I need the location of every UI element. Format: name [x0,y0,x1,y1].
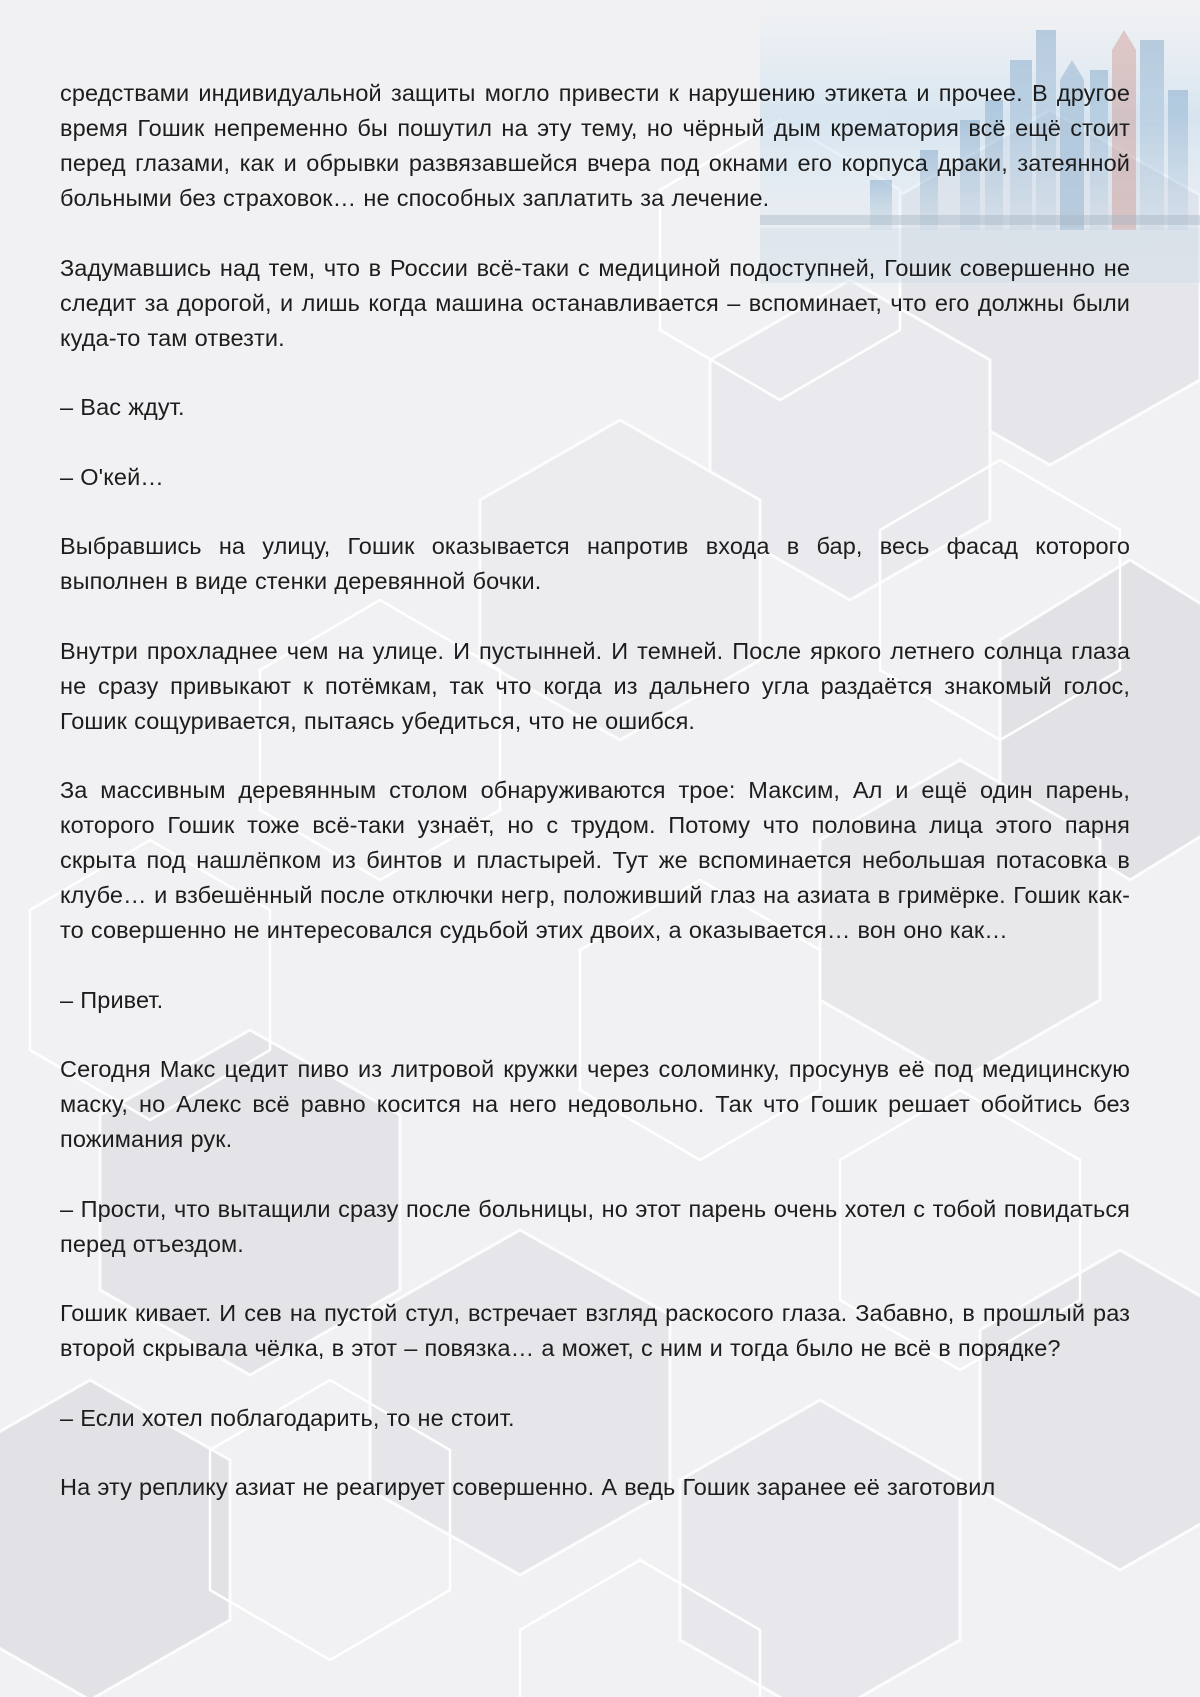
dialogue-line: – Привет. [60,986,164,1013]
paragraph: На эту реплику азиат не реагирует совершенно. А ведь Гошик заранее её заготовил [60,1474,996,1500]
dialogue-line: – Если хотел поблагодарить, то не стоит. [60,1404,515,1431]
dialogue-line: – Вас ждут. [60,394,185,420]
document-page [60,76,1130,1505]
dialogue-line: – Прости, что вытащили сразу после больницы, но этот парень очень хотел с тобой повидаться перед отъездом. [60,1195,1130,1257]
paragraph: Сегодня Макс цедит пиво из литровой кружки через соломинку, просунув её под медицинскую маску, но Алекс всё равно косится на него недовольно. Так что Гошик решает обойтись без пожимания рук. [60,1056,1130,1152]
paragraph: Гошик кивает. И сев на пустой стул, встречает взгляд раскосого глаза. Забавно, в прошлый раз второй скрывала чёлка, в этот – повязка… а может, с ним и тогда было не всё в порядке? [60,1300,1130,1361]
paragraph: Задумавшись над тем, что в России всё-таки с медициной подоступней, Гошик совершенно не следит за дорогой, и лишь когда машина останавливается – вспоминает, что его должны были куда-то там отвезти. [60,254,1130,351]
paragraph: За массивным деревянным столом обнаруживаются трое: Максим, Ал и ещё один парень, которого Гошик тоже всё-таки узнаёт, но с трудом. Потому что половина лица этого парня скрыта под нашлёпком из бинтов и пластырей. Тут же вспоминается небольшая потасовка в клубе… и взбешённый после отключки негр, положивший глаз на азиата в гримёрке. Гошик как-то совершенно не интересовался судьбой этих двоих, а оказывается… вон оно как… [60,777,1130,943]
dialogue-line: – О'кей… [60,463,164,490]
paragraph: средствами индивидуальной защиты могло привести к нарушению этикета и прочее. В другое время Гошик непременно бы пошутил на эту тему, но чёрный дым крематория всё ещё стоит перед глазами, как и обрывки развязавшейся вчера под окнами его корпуса драки, затеянной больными без страховок… не способных заплатить за лечение. [60,80,1130,211]
paragraph: Выбравшись на улицу, Гошик оказывается напротив входа в бар, весь фасад которого выполнен в виде стенки деревянной бочки. [60,533,1130,594]
paragraph: Внутри прохладнее чем на улице. И пустынней. И темней. После яркого летнего солнца глаза не сразу привыкают к потёмкам, так что когда из дальнего угла раздаётся знакомый голос, Гошик сощуривается, пытаясь убедиться, что не ошибся. [60,637,1130,734]
